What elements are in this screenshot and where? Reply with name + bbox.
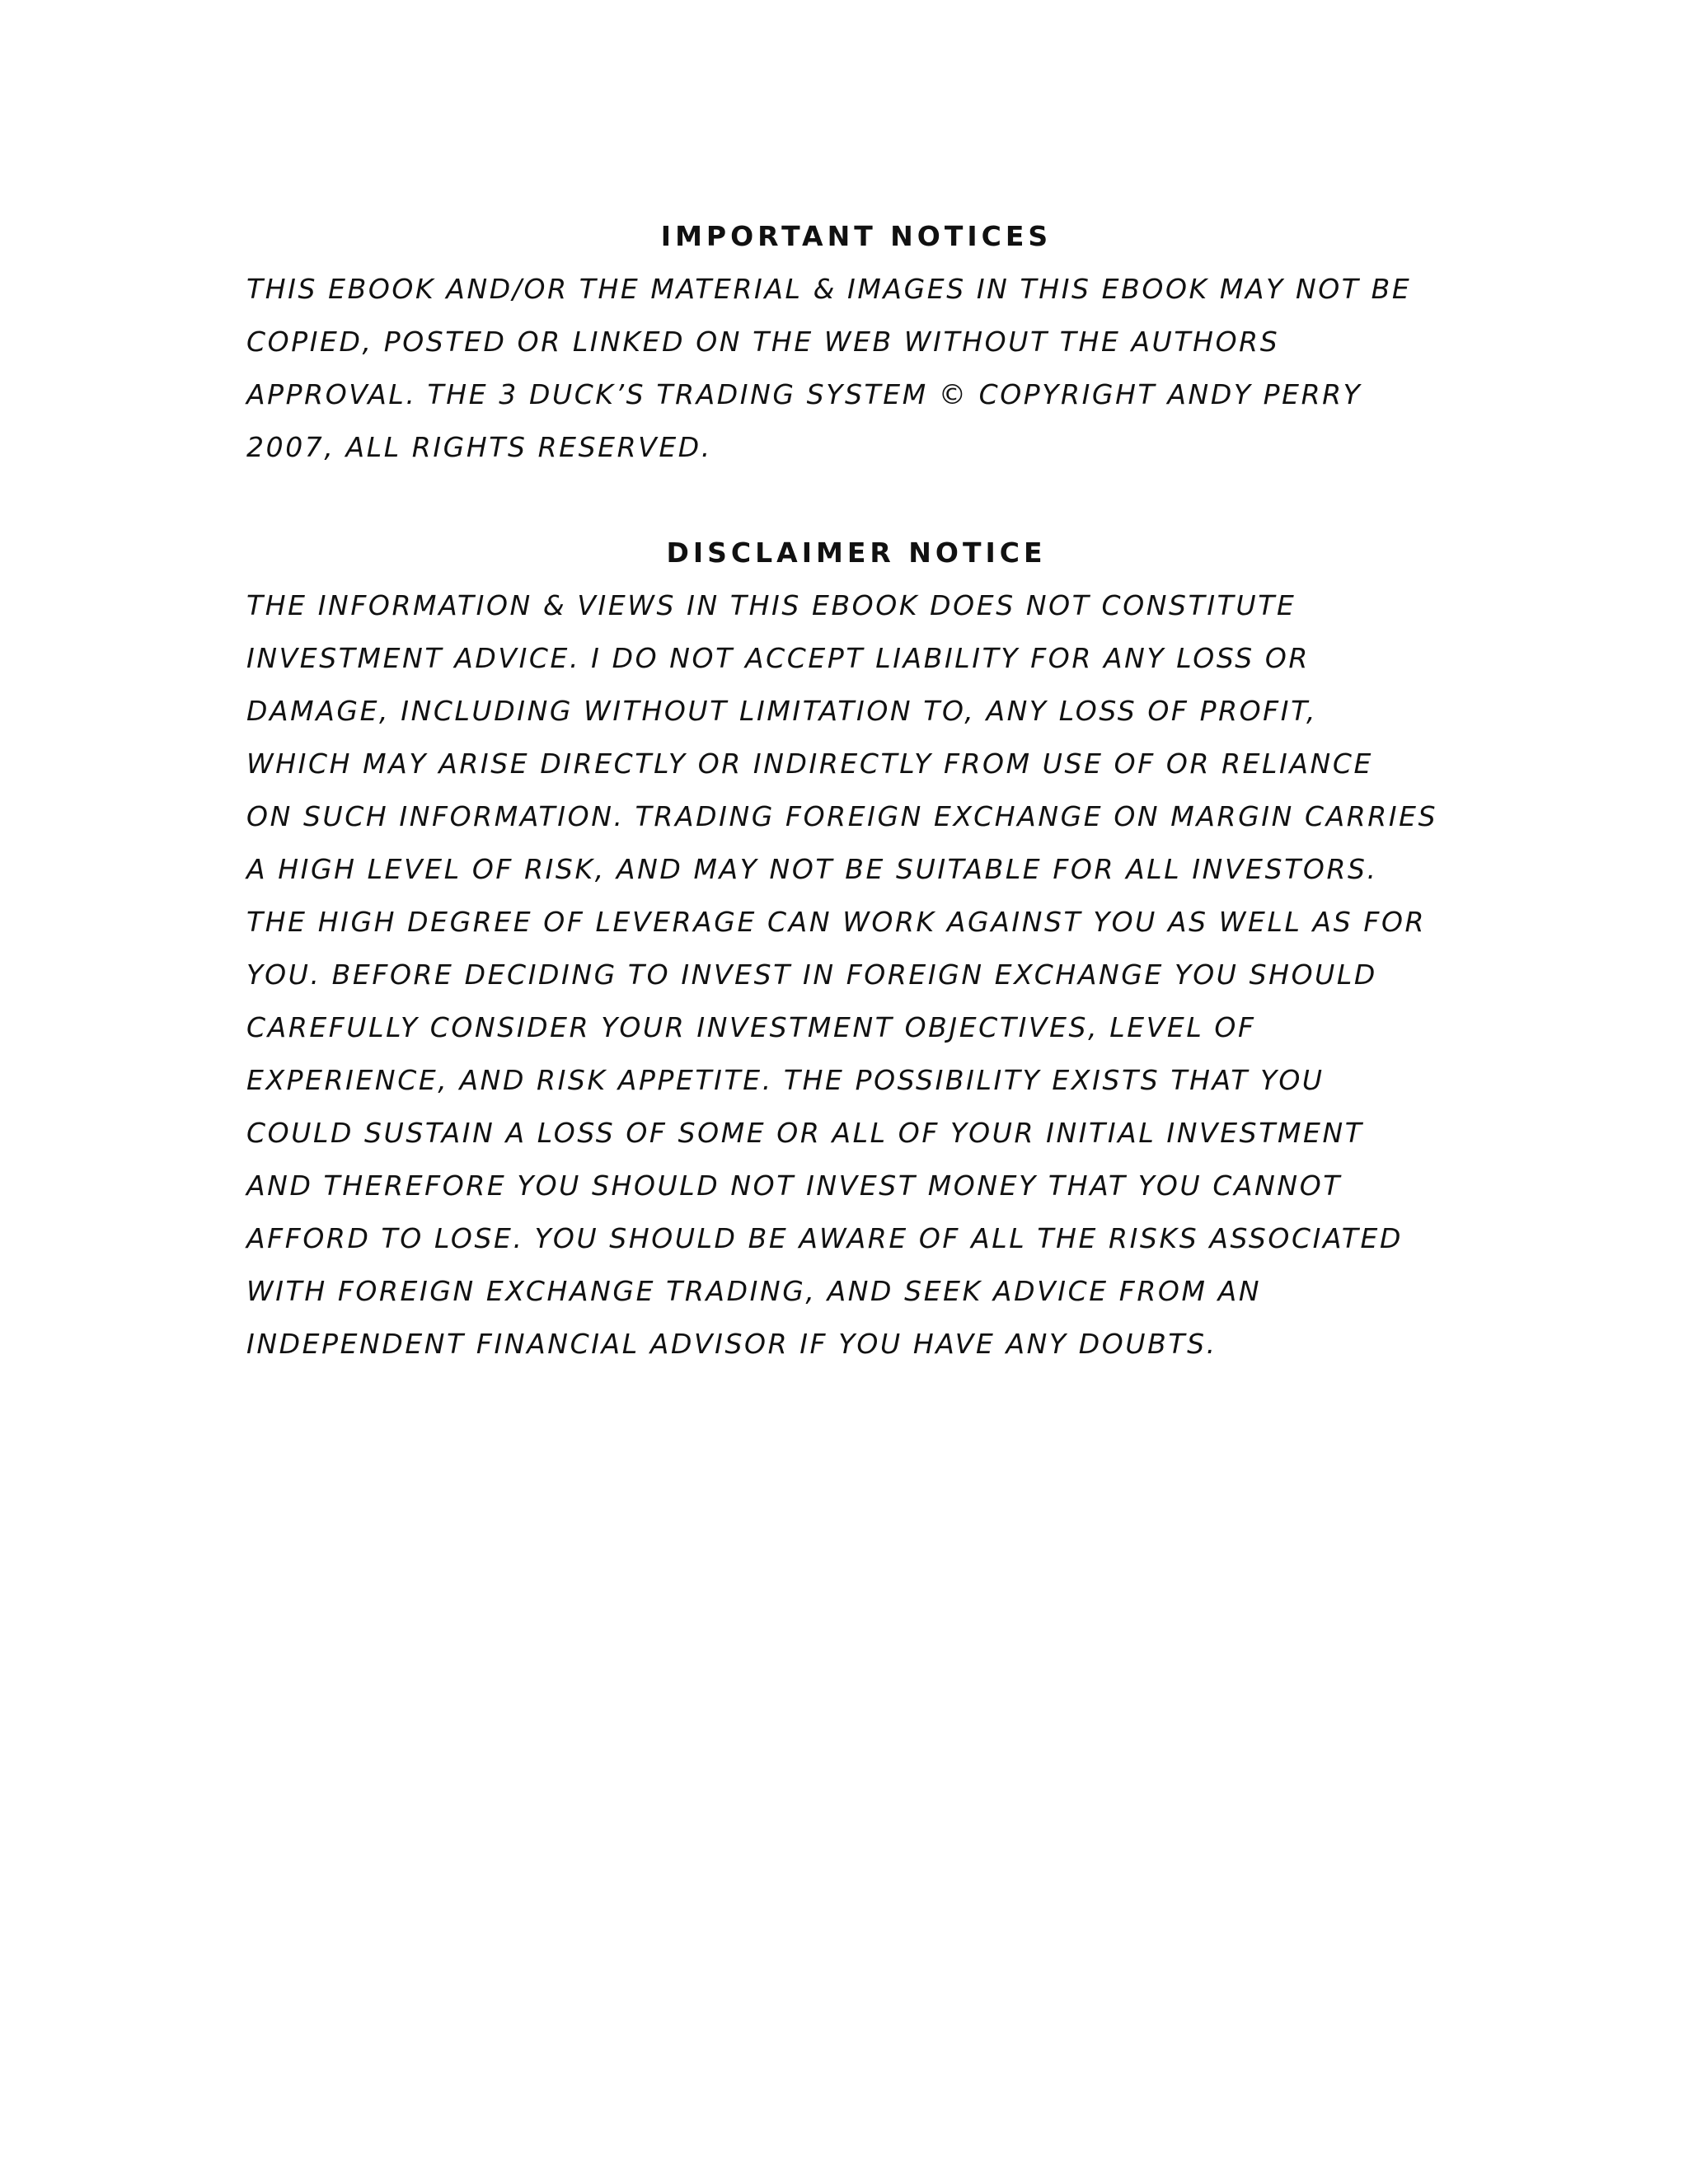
disclaimer-line: THE HIGH DEGREE OF LEVERAGE CAN WORK AGAINST YOU AS WELL AS FOR [246, 906, 1427, 938]
disclaimer-line: COULD SUSTAIN A LOSS OF SOME OR ALL OF YOUR INITIAL INVESTMENT [246, 1117, 1364, 1149]
important-notices-heading: IMPORTANT NOTICES [660, 220, 1053, 252]
disclaimer-section [246, 527, 1450, 1371]
notice-line: COPIED, POSTED OR LINKED ON THE WEB WITHOUT THE AUTHORS [246, 326, 1280, 358]
notice-line: APPROVAL. THE 3 DUCK’S TRADING SYSTEM © COPYRIGHT ANDY PERRY [246, 378, 1362, 410]
disclaimer-line: INDEPENDENT FINANCIAL ADVISOR IF YOU HAVE ANY DOUBTS. [246, 1328, 1217, 1360]
disclaimer-line: THE INFORMATION & VIEWS IN THIS EBOOK DOES NOT CONSTITUTE [246, 589, 1296, 621]
disclaimer-line: EXPERIENCE, AND RISK APPETITE. THE POSSIBILITY EXISTS THAT YOU [246, 1064, 1325, 1096]
disclaimer-line: DAMAGE, INCLUDING WITHOUT LIMITATION TO, ANY LOSS OF PROFIT, [246, 695, 1318, 727]
disclaimer-line: ON SUCH INFORMATION. TRADING FOREIGN EXCHANGE ON MARGIN CARRIES [246, 800, 1438, 832]
notice-line: 2007, ALL RIGHTS RESERVED. [246, 431, 712, 463]
notice-line: THIS EBOOK AND/OR THE MATERIAL & IMAGES IN THIS EBOOK MAY NOT BE [246, 273, 1412, 305]
disclaimer-line: WHICH MAY ARISE DIRECTLY OR INDIRECTLY FROM USE OF OR RELIANCE [246, 748, 1373, 780]
disclaimer-heading: DISCLAIMER NOTICE [666, 537, 1047, 569]
disclaimer-line: AFFORD TO LOSE. YOU SHOULD BE AWARE OF ALL THE RISKS ASSOCIATED [246, 1222, 1403, 1254]
disclaimer-line: YOU. BEFORE DECIDING TO INVEST IN FOREIGN EXCHANGE YOU SHOULD [246, 958, 1377, 991]
disclaimer-line: WITH FOREIGN EXCHANGE TRADING, AND SEEK ADVICE FROM AN [246, 1275, 1262, 1307]
disclaimer-line: A HIGH LEVEL OF RISK, AND MAY NOT BE SUITABLE FOR ALL INVESTORS. [246, 853, 1378, 885]
section-spacer [246, 474, 1450, 527]
disclaimer-line: AND THEREFORE YOU SHOULD NOT INVEST MONEY THAT YOU CANNOT [246, 1169, 1343, 1202]
page-content [246, 210, 1450, 1371]
disclaimer-line: CAREFULLY CONSIDER YOUR INVESTMENT OBJECTIVES, LEVEL OF [246, 1011, 1256, 1043]
disclaimer-line: INVESTMENT ADVICE. I DO NOT ACCEPT LIABILITY FOR ANY LOSS OR [246, 642, 1310, 674]
important-notices-section [246, 210, 1450, 474]
